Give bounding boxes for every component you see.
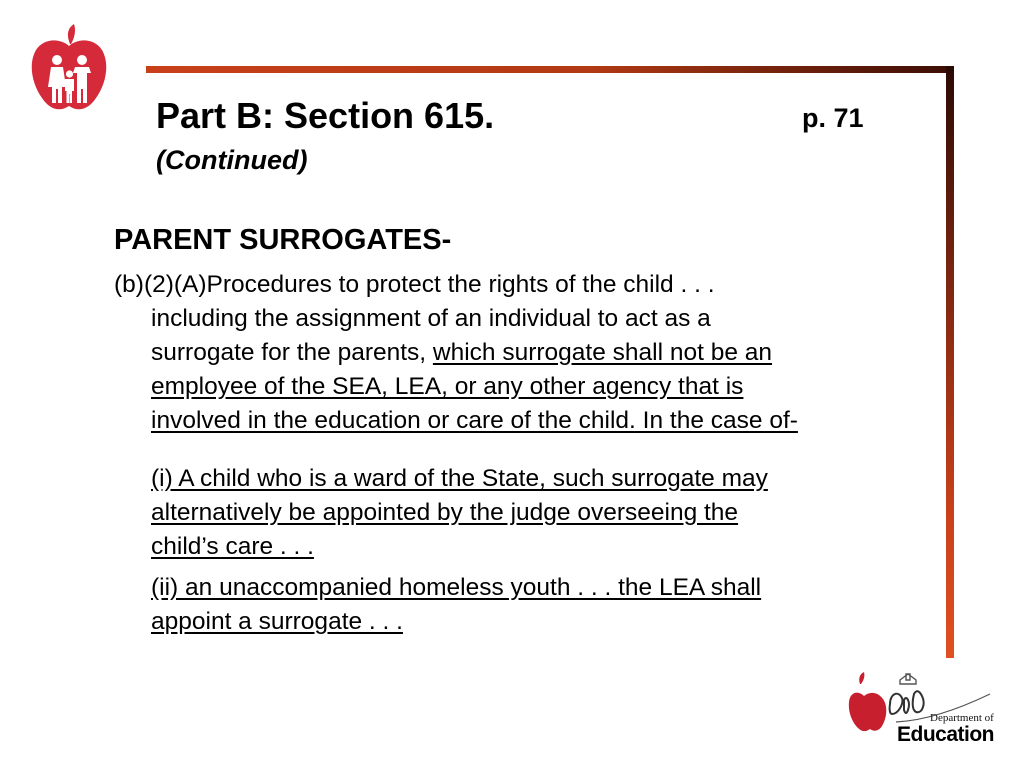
sub-item-line — [151, 462, 911, 496]
underlined-text: child’s care . . . — [151, 533, 314, 560]
page-reference: p. 71 — [802, 103, 864, 133]
underlined-text: employee of the SEA, LEA, or any other agency that is — [151, 373, 744, 400]
underlined-text: involved in the education or care of the child. In the case of- — [151, 407, 798, 434]
page-title: Part B: Section 615. — [156, 95, 495, 136]
ohio-department-label: Department of — [930, 712, 994, 724]
sub-item-line — [151, 496, 911, 530]
paragraph-line — [114, 404, 914, 438]
sub-item-line — [151, 571, 911, 605]
sub-item-line — [151, 605, 911, 639]
ohio-education-label: Education — [897, 723, 995, 746]
apple-family-logo-icon — [30, 22, 108, 114]
procedures-paragraph — [114, 268, 914, 438]
underlined-text: which surrogate shall not be an — [432, 339, 773, 366]
underlined-text: (i) A child who is a ward of the State, such surrogate may — [151, 465, 768, 492]
paragraph-line — [114, 370, 914, 404]
section-heading: PARENT SURROGATES- — [114, 224, 452, 256]
paragraph-line: (b)(2)(A)Procedures to protect the rights of the child . . . — [114, 271, 715, 298]
top-accent-rule — [146, 66, 954, 73]
right-accent-rule — [946, 66, 954, 658]
ohio-wordmark: Ohio — [888, 712, 891, 713]
paragraph-line: including the assignment of an individual to act as a — [151, 305, 711, 332]
underlined-text: alternatively be appointed by the judge overseeing the — [151, 499, 739, 526]
underlined-text: (ii) an unaccompanied homeless youth . . . the LEA shall — [151, 574, 762, 601]
sub-item-line — [151, 530, 911, 564]
paragraph-text: surrogate for the parents, — [151, 339, 433, 366]
paragraph-line — [114, 336, 914, 370]
underlined-text: appoint a surrogate . . . — [151, 608, 403, 635]
page-subtitle: (Continued) — [156, 145, 308, 175]
sub-item-i — [151, 462, 911, 564]
sub-item-ii — [151, 571, 911, 639]
